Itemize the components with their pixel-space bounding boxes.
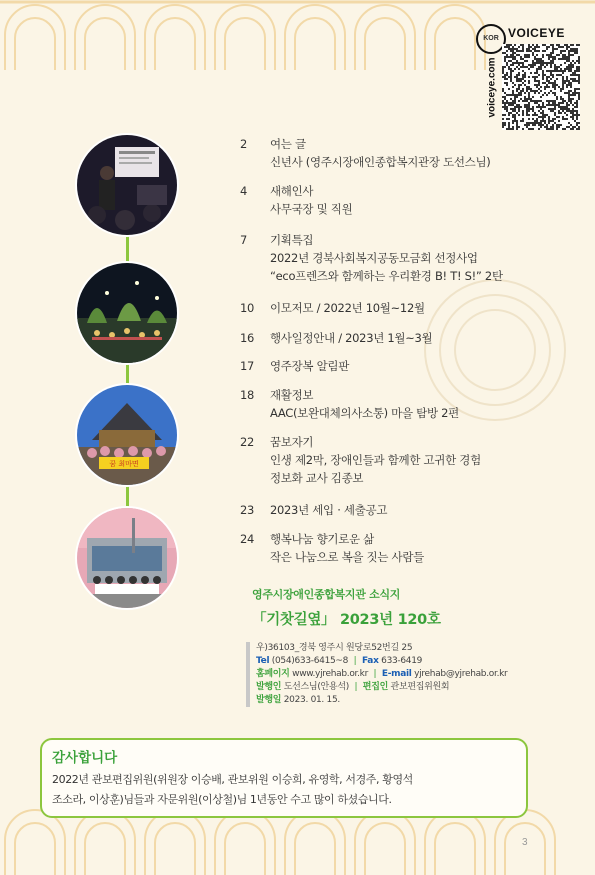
toc-title: 기획특집 [270, 233, 314, 247]
toc-title: 행사일정안내 / 2023년 1월~3월 [270, 331, 433, 345]
date-value: 2023. 01. 15. [283, 695, 340, 705]
fax-value: 633-6419 [381, 656, 423, 666]
toc-title: 이모저모 / 2022년 10월~12월 [270, 301, 425, 315]
photo-night-park [77, 263, 177, 363]
qr-pattern [502, 44, 580, 130]
toc-page-number: 24 [240, 532, 255, 546]
toc-subtitle: AAC(보완대체의사소통) 마을 탐방 2편 [270, 406, 459, 420]
thanks-line: 2022년 관보편집위원(위원장 이승배, 관보위원 이승희, 유영학, 서경주, 황영석 [52, 773, 413, 786]
photo-building-group [77, 508, 177, 608]
magazine-org: 영주시장애인종합복지관 소식지 [252, 588, 401, 601]
homepage-link[interactable]: www.yjrehab.or.kr [292, 669, 368, 679]
toc-subtitle: 작은 나눔으로 복을 짓는 사람들 [270, 550, 424, 564]
toc-title: 꿈보자기 [270, 435, 314, 449]
toc-subtitle: 신년사 (영주시장애인종합복지관장 도선스님) [270, 155, 491, 169]
publication-info [246, 642, 586, 707]
toc-title: 2023년 세입 · 세출공고 [270, 503, 388, 517]
toc-subtitle: 사무국장 및 직원 [270, 202, 353, 216]
thanks-body [52, 770, 522, 810]
toc-item[interactable] [240, 433, 481, 487]
toc-page-number: 23 [240, 503, 255, 517]
editor-value: 관보편집위원회 [390, 682, 450, 692]
toc-item[interactable] [240, 135, 490, 171]
toc-item[interactable] [240, 386, 459, 422]
toc-title: 여는 글 [270, 137, 306, 151]
voiceye-site: voiceye.com [486, 57, 498, 118]
toc-item[interactable] [240, 299, 425, 317]
toc-page-number: 22 [240, 435, 255, 449]
toc-subtitle: 인생 제2막, 장애인들과 함께한 고귀한 경험 [270, 453, 481, 467]
publisher-value: 도선스님(안용석) [283, 682, 349, 692]
toc-title: 재활정보 [270, 388, 314, 402]
toc-item[interactable] [240, 329, 432, 347]
thanks-box [40, 738, 528, 818]
tel-value: (054)633-6415~8 [271, 656, 349, 666]
voiceye-brand: VOICEYE [508, 26, 565, 40]
toc-item[interactable] [240, 182, 352, 218]
toc-item[interactable] [240, 231, 503, 285]
toc-item[interactable] [240, 357, 349, 375]
voiceye-code [470, 22, 582, 132]
page-number: 3 [522, 837, 528, 848]
toc-page-number: 17 [240, 359, 255, 373]
email-link[interactable]: yjrehab@yjrehab.or.kr [414, 669, 508, 679]
toc-title: 새해인사 [270, 184, 314, 198]
toc-title: 영주장복 알림판 [270, 359, 350, 373]
tel-label: Tel [256, 656, 270, 666]
web-line: 홈페이지 www.yjrehab.or.kr | E-mail yjrehab@yjrehab.or.kr [256, 669, 508, 679]
toc-page-number: 18 [240, 388, 255, 402]
toc-page-number: 4 [240, 184, 248, 198]
toc-page-number: 16 [240, 331, 255, 345]
toc-page-number: 10 [240, 301, 255, 315]
homepage-label: 홈페이지 [256, 669, 290, 679]
banner-text: 꿈 최마면 [109, 460, 139, 468]
toc-page-number: 7 [240, 233, 248, 247]
date-line [256, 694, 586, 707]
kor-badge: KOR [476, 24, 506, 54]
toc-subtitle: “eco프렌즈와 함께하는 우리환경 B! T! S!” 2탄 [270, 269, 503, 283]
photo-lecture [77, 135, 177, 235]
address: 우)36103_경북 영주시 원당로52번길 25 [256, 643, 413, 653]
thanks-title: 감사합니다 [52, 750, 118, 766]
email-label: E-mail [381, 669, 412, 679]
publisher-label: 발행인 [256, 682, 282, 692]
editor-label: 편집인 [362, 682, 388, 692]
date-label: 발행일 [256, 695, 282, 705]
toc-page-number: 2 [240, 137, 248, 151]
fax-label: Fax [361, 656, 379, 666]
publisher-line: 발행인 도선스님(안용석) | 편집인 관보편집위원회 [256, 682, 450, 692]
photo-group-banner [77, 385, 177, 485]
toc-subtitle: 2022년 경북사회복지공동모금회 선정사업 [270, 251, 478, 265]
toc-item[interactable] [240, 530, 424, 566]
toc-title: 행복나눔 향기로운 삶 [270, 532, 374, 546]
contact-line: Tel (054)633-6415~8 | Fax 633-6419 [256, 656, 423, 666]
toc-item[interactable] [240, 501, 387, 519]
magazine-heading [252, 586, 441, 629]
magazine-title: 「기찻길옆」 2023년 120호 [252, 612, 441, 628]
toc-subtitle: 정보화 교사 김종보 [270, 471, 364, 485]
thanks-line: 조소라, 이상훈)님들과 자문위원(이상철)님 1년동안 수고 많이 하셨습니다. [52, 793, 392, 806]
